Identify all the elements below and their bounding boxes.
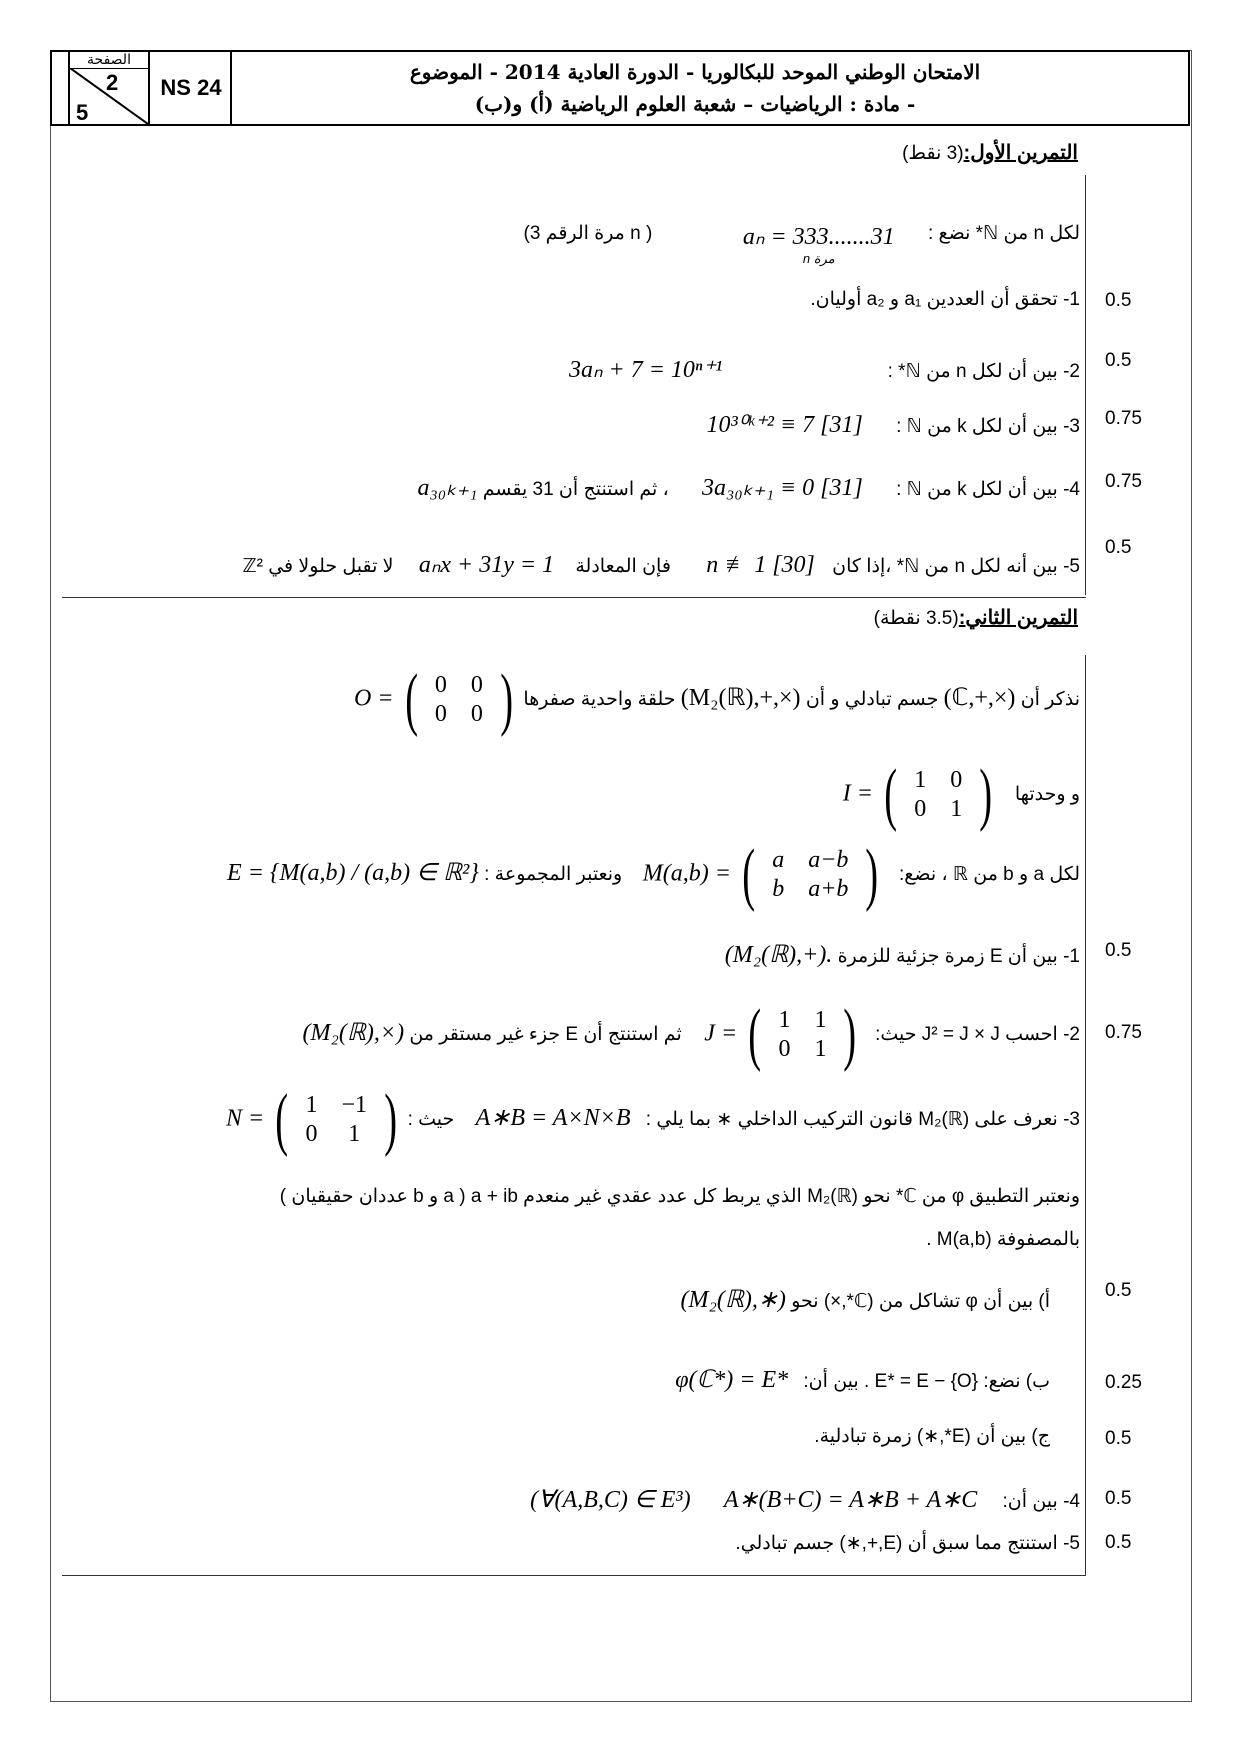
ex2-intro2 — [80, 756, 1080, 833]
ex1-q3-text: 3- بين أن لكل k من ℕ : — [896, 416, 1080, 437]
ex1-intro-formula: aₙ = 333.......31 — [742, 224, 895, 250]
ex2-qa-formula: (M₂(ℝ),∗) — [680, 1287, 786, 1313]
ex1-q4-formula: 3a₃₀ₖ₊₁ ≡ 0 [31] — [702, 475, 863, 501]
N-matrix: N = ( 1 −1 0 1 ) — [225, 1081, 398, 1158]
matrix-cell: 1 — [814, 1036, 827, 1062]
ex1-q5 — [80, 550, 1080, 579]
matrix-cell: b — [772, 876, 785, 902]
ex2-q5: 5- استنتج مما سبق أن (E,+,∗) جسم تبادلي. — [735, 1533, 1080, 1554]
ex2-q3-text: 3- نعرف على M₂(ℝ) قانون التركيب الداخلي ∗ بما يلي : — [645, 1109, 1080, 1131]
ex2-q1-text: 1- بين أن E زمرة جزئية للزمرة — [837, 946, 1080, 967]
page-total: 5 — [76, 100, 89, 125]
ex2-q3-formula: A∗B = A×N×B — [475, 1105, 631, 1132]
ex1-intro-brace: n مرة — [802, 251, 835, 266]
ex1-margin-line — [1085, 175, 1086, 595]
ex1-intro-note: ( n مرة الرقم 3) — [523, 223, 653, 244]
ex2-q2 — [80, 996, 1080, 1073]
ex2-q3-line3: بالمصفوفة M(a,b) . — [926, 1229, 1080, 1250]
ex1-q5-mid: فإن المعادلة — [575, 556, 671, 577]
ex2-q1-formula: (M₂(ℝ),+). — [724, 942, 833, 968]
exam-code: NS 24 — [152, 52, 232, 124]
matrix-cell: 0 — [305, 1121, 318, 1147]
ex1-q5-cond: n ≢ 1 [30] — [706, 552, 815, 578]
matrix-cell: −1 — [341, 1092, 367, 1118]
ex2-q3-where: حيث : — [407, 1109, 455, 1131]
O-matrix: O = ( 0 0 0 0 ) — [353, 661, 513, 738]
ex1-intro-formula-block — [743, 222, 895, 273]
ex2-qb-formula: φ(ℂ*) = E* — [675, 1367, 789, 1393]
ex2-qb — [50, 1365, 1050, 1394]
matrix-cell: a+b — [808, 876, 849, 902]
J-matrix: J = ( 1 1 0 1 ) — [704, 996, 857, 1073]
ex2-title-text: التمرين الثاني: — [958, 607, 1078, 629]
ex1-q1: 1- تحقق أن العددين a₁ و a₂ أوليان. — [810, 289, 1080, 310]
M-matrix: M(a,b) = ( a a−b b a+b ) — [642, 836, 879, 913]
ex2-q3 — [80, 1081, 1080, 1158]
ex2-intro1-e: حلقة واحدية صفرها — [523, 689, 676, 711]
ex2-qa-points: 0.5 — [1105, 1280, 1132, 1301]
ex1-q3 — [80, 410, 1080, 439]
ex1-q5-tail: لا تقبل حلولا في ℤ² — [242, 556, 394, 577]
matrix-cell: 0 — [434, 701, 447, 727]
ex2-intro1-b: (ℂ,+,×) — [943, 685, 1016, 712]
ex1-q5-text: 5- بين أنه لكل n من ℕ* ،إذا كان — [832, 556, 1080, 577]
N-label: N = — [225, 1105, 265, 1132]
I-matrix: I = ( 1 0 0 1 ) — [842, 756, 993, 833]
matrix-cell: 1 — [914, 767, 927, 793]
ex1-q3-formula: 10³⁰ᵏ⁺² ≡ 7 [31] — [706, 412, 863, 438]
ex2-q2-points: 0.75 — [1105, 1022, 1142, 1043]
ex1-intro-text: لكل n من ℕ* نضع : — [927, 223, 1080, 244]
ex2-q2-tail: ثم استنتج أن E جزء غير مستقر من — [409, 1024, 682, 1046]
matrix-cell: 1 — [348, 1121, 361, 1147]
ex1-q4 — [80, 473, 1080, 502]
ex2-q4-quant: (∀(A,B,C) ∈ E³) — [530, 1487, 691, 1513]
M-label: M(a,b) = — [642, 860, 731, 887]
ex2-qb-text: ب) نضع: E* = E − {O} . بين أن: — [803, 1371, 1050, 1392]
page-indicator — [68, 50, 150, 126]
ex2-q4-points: 0.5 — [1105, 1488, 1132, 1509]
ex1-q4-points: 0.75 — [1105, 471, 1142, 492]
ex2-qa-text: أ) بين أن φ تشاكل من (ℂ*,×) نحو — [791, 1291, 1050, 1312]
ex1-title — [902, 140, 1078, 165]
E-definition: E = {M(a,b) / (a,b) ∈ ℝ²} — [227, 860, 479, 887]
page-current: 2 — [106, 70, 119, 95]
ex2-intro1-a: نذكر أن — [1020, 689, 1080, 711]
matrix-cell: 1 — [950, 796, 963, 822]
page-label: الصفحة — [70, 50, 148, 69]
ex1-q4-tail-formula: a₃₀ₖ₊₁ — [417, 475, 478, 501]
ex2-bottom-line — [62, 1575, 1086, 1576]
ex2-intro3-b: ونعتبر المجموعة : — [484, 864, 623, 886]
matrix-cell: 1 — [778, 1007, 791, 1033]
ex1-q5-points: 0.5 — [1105, 537, 1132, 558]
ex1-q4-tail: ، ثم استنتج أن 31 يقسم — [482, 479, 669, 500]
O-label: O = — [353, 685, 394, 712]
matrix-cell: 0 — [470, 701, 483, 727]
matrix-cell: 0 — [470, 672, 483, 698]
ex1-q2-formula: 3aₙ + 7 = 10ⁿ⁺¹ — [568, 357, 723, 383]
ex2-q4-formula: A∗(B+C) = A∗B + A∗C — [723, 1487, 978, 1513]
ex1-intro — [80, 222, 1080, 273]
ex2-title — [874, 605, 1078, 630]
ex1-q4-text: 4- بين أن لكل k من ℕ : — [896, 479, 1080, 500]
ex2-intro3 — [80, 836, 1080, 913]
ex2-q4-text: 4- بين أن: — [1002, 1491, 1080, 1512]
matrix-cell: 0 — [914, 796, 927, 822]
ex1-bottom-line — [62, 597, 1086, 598]
ex1-q5-formula: aₙx + 31y = 1 — [418, 552, 555, 578]
ex1-q2-points: 0.5 — [1105, 350, 1132, 371]
matrix-cell: 1 — [814, 1007, 827, 1033]
ex2-intro1-c: جسم تبادلي و أن — [805, 689, 939, 711]
ex1-q1-points: 0.5 — [1105, 290, 1132, 311]
ex1-title-text: التمرين الأول: — [963, 142, 1078, 164]
ex2-intro2-a: و وحدتها — [1014, 784, 1080, 806]
matrix-cell: 0 — [778, 1036, 791, 1062]
ex1-points: (3 نقط) — [902, 143, 964, 164]
ex2-q1-points: 0.5 — [1105, 940, 1132, 961]
ex2-qc: ج) بين أن (E*,∗) زمرة تبادلية. — [814, 1426, 1050, 1447]
ex2-margin-line — [1085, 655, 1086, 1575]
ex1-q2-text: 2- بين أن لكل n من ℕ* : — [887, 361, 1080, 382]
matrix-cell: 1 — [305, 1092, 318, 1118]
ex2-q1 — [80, 940, 1080, 969]
matrix-cell: a — [772, 847, 785, 873]
matrix-cell: a−b — [808, 847, 849, 873]
ex2-q2-formula: (M₂(ℝ),×) — [302, 1020, 405, 1047]
exam-title — [235, 56, 1155, 120]
ex2-intro3-a: لكل a و b من ℝ ، نضع: — [899, 864, 1080, 886]
matrix-cell: 0 — [434, 672, 447, 698]
ex2-points: (3.5 نقطة) — [873, 608, 959, 629]
ex2-q5-points: 0.5 — [1105, 1532, 1132, 1553]
ex2-q3-line2: ونعتبر التطبيق φ من ℂ* نحو M₂(ℝ) الذي يربط كل عدد عقدي غير منعدم a + ib ( a و b عددان حقيقيان ) — [279, 1186, 1080, 1207]
ex2-q4 — [80, 1485, 1080, 1514]
ex1-q3-points: 0.75 — [1105, 408, 1142, 429]
exam-title-line2: - مادة : الرياضيات – شعبة العلوم الرياضية (أ) و(ب) — [474, 92, 916, 116]
exam-title-line1: الامتحان الوطني الموحد للبكالوريا - الدورة العادية 2014 - الموضوع — [409, 60, 981, 84]
I-label: I = — [842, 780, 873, 807]
ex2-qc-points: 0.5 — [1105, 1428, 1132, 1449]
ex2-qb-points: 0.25 — [1105, 1372, 1142, 1393]
ex1-q2 — [80, 355, 1080, 384]
ex2-qa — [50, 1285, 1050, 1314]
matrix-cell: 0 — [950, 767, 963, 793]
ex2-intro1-d: (M₂(ℝ),+,×) — [680, 685, 801, 712]
J-label: J = — [704, 1020, 738, 1047]
ex2-q2-text: 2- احسب J² = J × J حيث: — [875, 1024, 1080, 1046]
ex2-intro1 — [80, 661, 1080, 738]
